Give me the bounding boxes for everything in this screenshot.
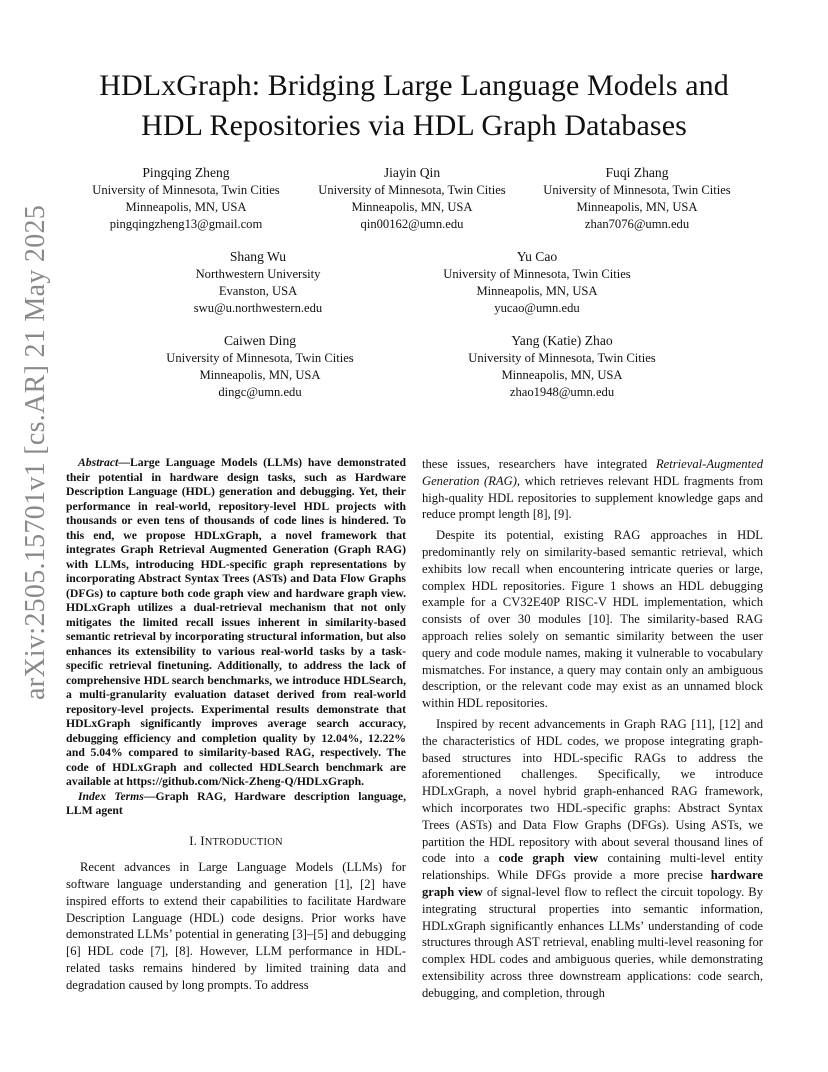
author-email: pingqingzheng13@gmail.com: [109, 217, 263, 231]
author-block-2: [302, 164, 522, 233]
paragraph-text: these issues, researchers have integrated: [422, 457, 656, 471]
author-affiliation: University of Minnesota, Twin Cities: [443, 267, 631, 281]
title-line-2: HDL Repositories via HDL Graph Databases: [141, 109, 687, 142]
author-location: Minneapolis, MN, USA: [199, 368, 321, 382]
intro-paragraph-3: [422, 716, 763, 1002]
author-block-1: [76, 164, 296, 233]
author-name: Jiayin Qin: [383, 165, 441, 180]
arxiv-identifier: arXiv:2505.15701v1 [cs.AR] 21 May 2025: [20, 204, 51, 700]
paragraph-text: of signal-level flow to reflect the circuit topology. By integrating structural properties into semantic information, HDLxGraph significantly enhances LLMs’ understanding of code structures through AST retrieval, enabling multi-level reasoning for complex HDL codes and ambiguous queries, while demonstrating extensibility across three downstream applications: code search, debugging, and completion, through: [422, 884, 763, 1000]
intro-paragraph-continued: [422, 456, 763, 523]
author-name: Yang (Katie) Zhao: [511, 333, 613, 348]
author-affiliation: University of Minnesota, Twin Cities: [318, 183, 506, 197]
author-name: Pingqing Zheng: [142, 165, 230, 180]
author-name: Caiwen Ding: [223, 333, 297, 348]
abstract-text: —Large Language Models (LLMs) have demonstrated their potential in hardware design tasks, such as Hardware Description Language (HDL) generation and debugging. Yet, their performance in real-world, repository-level HDL projects with thousands or even tens of thousands of code lines is hindered. To this end, we propose HDLxGraph, a novel framework that integrates Graph Retrieval Augmented Generation (Graph RAG) with LLMs, introducing HDL-specific graph representations by incorporating Abstract Syntax Trees (ASTs) and Data Flow Graphs (DFGs) to capture both code graph view and hardware graph view. HDLxGraph utilizes a dual-retrieval mechanism that not only mitigates the limited recall issues inherent in similarity-based semantic retrieval by incorporating structural information, but also enhances its extensibility to various real-world tasks by a task-specific retrieval finetuning. Additionally, to address the lack of comprehensive HDL search benchmarks, we introduce HDLSearch, a multi-granularity evaluation dataset derived from real-world repository-level projects. Experimental results demonstrate that HDLxGraph significantly improves average search accuracy, debugging efficiency and completion quality by 12.04%, 12.22% and 5.04% compared to similarity-based RAG, respectively. The code of HDLxGraph and collected HDLSearch benchmark are available at https://github.com/Nick-Zheng-Q/HDLxGraph.: [66, 456, 406, 788]
rag-term: Retrieval-Augmented Generation (RAG): [422, 457, 763, 488]
section-number: I.: [189, 833, 197, 848]
author-affiliation: University of Minnesota, Twin Cities: [468, 351, 656, 365]
index-terms: [66, 790, 406, 819]
index-terms-text: —Graph RAG, Hardware description language, LLM agent: [66, 789, 406, 817]
intro-paragraph-2: Despite its potential, existing RAG approaches in HDL predominantly rely on similarity-based semantic retrieval, which exhibits low recall when encountering intricate queries or large, complex HDL repositories. Figure 1 shows an HDL debugging example for a CV32E40P RISC-V HDL implementation, which consists of over 30 modules [10]. The similarity-based RAG approach relies solely on semantic similarity between the user query and code module names, making it vulnerable to vocabulary mismatches. For instance, a query may contain only an ambiguous description, or the relevant code may exist as an unnamed block within HDL repositories.: [422, 528, 763, 711]
left-column: [66, 456, 406, 994]
author-email: zhan7076@umn.edu: [584, 217, 690, 231]
author-email: yucao@umn.edu: [494, 301, 580, 315]
author-block-5: [427, 248, 647, 317]
author-email: qin00162@umn.edu: [360, 217, 464, 231]
intro-paragraph-1: Recent advances in Large Language Models (LLMs) for software language understanding and generation [1], [2] have inspired efforts to extend their capabilities to facilitate Hardware Description Language (HDL) code designs. Prior works have demonstrated LLMs’ potential in generating [3]–[5] and debugging [6] HDL code [7], [8]. However, LLM performance in HDL-related tasks remains hindered by limited training data and degradation caused by long prompts. To address: [66, 860, 406, 992]
author-location: Minneapolis, MN, USA: [501, 368, 623, 382]
author-location: Minneapolis, MN, USA: [576, 200, 698, 214]
author-affiliation: Northwestern University: [195, 267, 321, 281]
author-name: Yu Cao: [516, 249, 558, 264]
paper-title: [0, 66, 828, 146]
author-name: Shang Wu: [229, 249, 287, 264]
paragraph-text: Inspired by recent advancements in Graph RAG [11], [12] and the characteristics of HDL codes, we propose integrating graph-based structures into HDL-specific RAGs to address the aforementioned challenges. Specifically, we introduce HDLxGraph, a novel hybrid graph-enhanced RAG framework, which incorporates two HDL-specific graphs: Abstract Syntax Trees (ASTs) and Data Flow Graphs (DFGs). Using ASTs, we partition the HDL repository with about several thousand lines of code into a: [422, 716, 763, 866]
author-location: Minneapolis, MN, USA: [125, 200, 247, 214]
author-affiliation: University of Minnesota, Twin Cities: [543, 183, 731, 197]
author-affiliation: University of Minnesota, Twin Cities: [92, 183, 280, 197]
index-terms-lead: Index Terms: [78, 789, 144, 803]
section-title-rest: NTRODUCTION: [204, 836, 283, 848]
hardware-graph-view-term: hardware graph view: [422, 868, 763, 899]
paragraph-text: containing multi-level entity relationships. While DFGs provide a more precise: [422, 851, 764, 883]
author-block-6: [150, 332, 370, 401]
right-column: [422, 456, 763, 1002]
author-block-3: [527, 164, 747, 233]
title-line-1: HDLxGraph: Bridging Large Language Models and: [99, 69, 729, 102]
author-location: Minneapolis, MN, USA: [476, 284, 598, 298]
author-affiliation: University of Minnesota, Twin Cities: [166, 351, 354, 365]
abstract: [66, 456, 406, 790]
author-email: swu@u.northwestern.edu: [193, 301, 323, 315]
author-email: dingc@umn.edu: [218, 385, 302, 399]
author-location: Evanston, USA: [218, 284, 298, 298]
author-block-7: [452, 332, 672, 401]
author-name: Fuqi Zhang: [605, 165, 669, 180]
author-email: zhao1948@umn.edu: [509, 385, 615, 399]
paragraph-text: , which retrieves relevant HDL fragments from high-quality HDL repositories to supplement knowledge gaps and reduce prompt length [8], [9].: [422, 473, 763, 522]
abstract-lead: Abstract: [78, 456, 119, 469]
author-block-4: [148, 248, 368, 317]
code-graph-view-term: code graph view: [498, 851, 599, 866]
section-heading-introduction: [66, 833, 406, 852]
section-title-initial: I: [200, 833, 205, 848]
author-location: Minneapolis, MN, USA: [351, 200, 473, 214]
